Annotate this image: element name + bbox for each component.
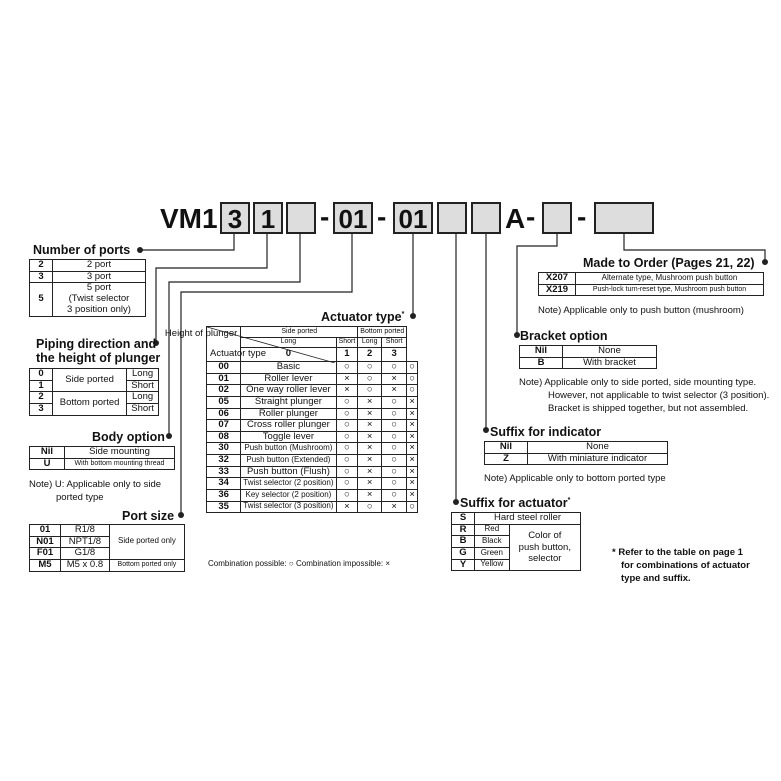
actuator-key: 00 — [207, 362, 241, 374]
suffix-actuator-key: Y — [452, 559, 475, 571]
table-row — [207, 489, 418, 501]
table-row — [30, 392, 159, 404]
bracket-label: With bracket — [563, 357, 657, 369]
port-size-table — [29, 524, 185, 572]
suffix-indicator-note: Note) Applicable only to bottom ported type — [484, 473, 666, 484]
group-bottom-ported: Bottom ported — [358, 327, 407, 338]
code-suffix-actuator-box — [437, 202, 467, 234]
combination-mark: × — [358, 431, 382, 443]
code-ports-box: 3 — [220, 202, 250, 234]
combination-mark: × — [407, 443, 418, 455]
actuator-name: Straight plunger — [241, 396, 336, 408]
port-key: 5 — [30, 283, 53, 317]
made-to-order-key: X207 — [539, 273, 576, 285]
made-to-order-table — [538, 272, 764, 296]
combination-mark: ○ — [382, 396, 407, 408]
combination-mark: ○ — [407, 362, 418, 374]
suffix-indicator-title: Suffix for indicator — [490, 425, 602, 439]
color-label: Black — [475, 536, 510, 548]
code-dash: - — [377, 201, 387, 232]
made-to-order-label: Alternate type, Mushroom push button — [576, 273, 764, 285]
actuator-key: 01 — [207, 373, 241, 385]
combination-mark: ○ — [336, 408, 358, 420]
code-bracket-box — [542, 202, 572, 234]
code-port-size-box: 01 — [393, 202, 433, 234]
combination-mark: × — [358, 466, 382, 478]
suffix-actuator-key: S — [452, 513, 475, 525]
combination-mark: ○ — [336, 478, 358, 490]
port-label: 3 port — [53, 271, 146, 283]
actuator-key: 06 — [207, 408, 241, 420]
combination-mark: ○ — [358, 373, 382, 385]
bracket-table — [519, 345, 657, 369]
combination-mark: ○ — [382, 420, 407, 432]
suffix-indicator-label: With miniature indicator — [528, 453, 668, 465]
combination-mark: ○ — [382, 431, 407, 443]
piping-title: Piping direction and the height of plunger — [36, 337, 161, 365]
table-row — [207, 478, 418, 490]
combination-mark: ○ — [336, 466, 358, 478]
suffix-indicator-label: None — [528, 442, 668, 454]
combination-mark: ○ — [336, 489, 358, 501]
table-row — [207, 385, 418, 397]
asterisk-mark: * — [612, 547, 616, 558]
table-row — [452, 524, 581, 536]
combination-mark: ○ — [358, 362, 382, 374]
body-option-title: Body option — [92, 430, 165, 444]
height-sub: Short — [336, 337, 358, 348]
combination-mark: ○ — [336, 443, 358, 455]
table-row — [207, 431, 418, 443]
port-size-value: M5 x 0.8 — [61, 559, 110, 571]
table-row — [30, 283, 146, 317]
combination-mark: ○ — [382, 466, 407, 478]
actuator-key: 02 — [207, 385, 241, 397]
port-size-key: M5 — [30, 559, 61, 571]
height-sub: Short — [382, 337, 407, 348]
body-option-note: Note) U: Applicable only to side ported type — [29, 479, 162, 503]
table-row — [30, 447, 175, 459]
combination-mark: × — [382, 501, 407, 513]
bracket-key: B — [520, 357, 563, 369]
actuator-key: 05 — [207, 396, 241, 408]
port-size-group: Bottom ported only — [109, 559, 184, 571]
combination-mark: × — [358, 489, 382, 501]
table-row — [485, 442, 668, 454]
combination-mark: ○ — [358, 385, 382, 397]
table-row — [207, 362, 418, 374]
actuator-name: Twist selector (3 position) — [241, 501, 336, 513]
combination-mark: × — [358, 443, 382, 455]
height-code: 2 — [358, 348, 382, 362]
combination-mark: ○ — [382, 443, 407, 455]
height-code: 3 — [382, 348, 407, 362]
port-size-title: Port size — [122, 509, 175, 523]
table-row — [539, 284, 764, 296]
code-actuator-box: 01 — [333, 202, 373, 234]
body-option-label: With bottom mounting thread — [65, 458, 175, 470]
body-option-key: U — [30, 458, 65, 470]
actuator-diagonal-header: Height of plunger Actuator type — [207, 327, 241, 362]
table-row — [30, 525, 185, 537]
combination-mark: ○ — [336, 362, 358, 374]
piping-key: 1 — [30, 380, 53, 392]
actuator-type-table — [164, 326, 418, 513]
number-of-ports-title: Number of ports — [33, 243, 131, 257]
combination-mark: × — [336, 501, 358, 513]
table-row — [485, 453, 668, 465]
table-row — [30, 260, 146, 272]
combination-mark: × — [407, 489, 418, 501]
code-made-to-order-box — [594, 202, 654, 234]
suffix-actuator-key: B — [452, 536, 475, 548]
suffix-indicator-key: Nil — [485, 442, 528, 454]
table-row — [207, 327, 418, 338]
actuator-name: Cross roller plunger — [241, 420, 336, 432]
combination-mark: ○ — [382, 489, 407, 501]
combination-mark: ○ — [407, 385, 418, 397]
table-row — [207, 443, 418, 455]
port-key: 3 — [30, 271, 53, 283]
combination-mark: × — [407, 466, 418, 478]
actuator-name: Roller lever — [241, 373, 336, 385]
table-row — [207, 373, 418, 385]
made-to-order-title: Made to Order (Pages 21, 22) — [583, 256, 755, 270]
table-row — [207, 408, 418, 420]
combination-mark: ○ — [382, 455, 407, 467]
piping-direction: Bottom ported — [53, 392, 127, 415]
port-size-key: N01 — [30, 536, 61, 548]
table-row — [452, 513, 581, 525]
table-row — [30, 559, 185, 571]
port-key: 2 — [30, 260, 53, 272]
combination-mark: ○ — [336, 420, 358, 432]
combination-mark: ○ — [336, 455, 358, 467]
table-row — [30, 271, 146, 283]
color-label: Yellow — [475, 559, 510, 571]
actuator-key: 35 — [207, 501, 241, 513]
body-option-table — [29, 446, 175, 470]
actuator-name: Key selector (2 position) — [241, 489, 336, 501]
piping-key: 0 — [30, 369, 53, 381]
actuator-key: 36 — [207, 489, 241, 501]
combination-mark: × — [358, 420, 382, 432]
combination-mark: ○ — [358, 501, 382, 513]
actuator-name: Push button (Extended) — [241, 455, 336, 467]
table-row — [207, 420, 418, 432]
code-dash: - — [320, 201, 330, 232]
actuator-name: Push button (Flush) — [241, 466, 336, 478]
combination-mark: ○ — [336, 396, 358, 408]
height-code: 0 — [241, 348, 336, 362]
actuator-key: 07 — [207, 420, 241, 432]
height-sub: Long — [358, 337, 382, 348]
code-prefix: VM1 — [160, 203, 218, 234]
table-row — [30, 458, 175, 470]
suffix-actuator-table — [451, 512, 581, 571]
combination-mark: × — [407, 420, 418, 432]
actuator-name: Push button (Mushroom) — [241, 443, 336, 455]
suffix-actuator-key: R — [452, 524, 475, 536]
suffix-indicator-key: Z — [485, 453, 528, 465]
combination-mark: × — [407, 396, 418, 408]
combination-mark: ○ — [407, 373, 418, 385]
code-dash: - — [526, 201, 536, 232]
suffix-actuator-key: G — [452, 547, 475, 559]
port-size-value: NPT1/8 — [61, 536, 110, 548]
combination-mark: × — [336, 373, 358, 385]
combination-mark: ○ — [382, 408, 407, 420]
piping-table — [29, 368, 159, 416]
port-label: 5 port (Twist selector 3 position only) — [53, 283, 146, 317]
combination-mark: × — [407, 431, 418, 443]
color-group: Color of push button, selector — [509, 524, 580, 571]
port-size-value: R1/8 — [61, 525, 110, 537]
height-code: 1 — [336, 348, 358, 362]
piping-height: Long — [127, 369, 159, 381]
combination-mark: × — [358, 408, 382, 420]
combination-mark: ○ — [407, 501, 418, 513]
group-side-ported: Side ported — [241, 327, 358, 338]
combination-mark: × — [382, 373, 407, 385]
actuator-name: Roller plunger — [241, 408, 336, 420]
made-to-order-label: Push-lock turn-reset type, Mushroom push button — [576, 284, 764, 296]
piping-direction: Side ported — [53, 369, 127, 392]
body-option-label: Side mounting — [65, 447, 175, 459]
actuator-key: 34 — [207, 478, 241, 490]
body-option-key: Nil — [30, 447, 65, 459]
combination-mark: × — [358, 396, 382, 408]
port-size-key: F01 — [30, 548, 61, 560]
combination-mark: × — [358, 455, 382, 467]
combination-legend: Combination possible: ○ Combination impossible: × — [208, 559, 391, 568]
combination-mark: × — [382, 385, 407, 397]
suffix-actuator-label: Hard steel roller — [475, 513, 581, 525]
combination-mark: ○ — [382, 478, 407, 490]
bracket-title: Bracket option — [520, 329, 608, 343]
combination-mark: × — [407, 408, 418, 420]
refer-note: * Refer to the table on page 1 for combinations of actuator type and suffix. — [612, 547, 750, 584]
code-dash: - — [577, 201, 587, 232]
bracket-note: Note) Applicable only to side ported, side mounting type. However, not applicable to twist selector (3 position). Bracket is shipped together, but not assembled. — [519, 377, 770, 414]
actuator-key: 33 — [207, 466, 241, 478]
piping-key: 3 — [30, 403, 53, 415]
combination-mark: ○ — [336, 431, 358, 443]
height-sub: Long — [241, 337, 336, 348]
made-to-order-key: X219 — [539, 284, 576, 296]
made-to-order-note: Note) Applicable only to push button (mushroom) — [538, 305, 744, 316]
actuator-name: One way roller lever — [241, 385, 336, 397]
code-suffix-indicator-box — [471, 202, 501, 234]
piping-height: Long — [127, 392, 159, 404]
table-row — [539, 273, 764, 285]
bracket-label: None — [563, 346, 657, 358]
actuator-type-title: Actuator type* — [321, 310, 405, 324]
table-row — [520, 346, 657, 358]
combination-mark: × — [407, 478, 418, 490]
actuator-name: Toggle lever — [241, 431, 336, 443]
table-row — [207, 455, 418, 467]
actuator-name: Basic — [241, 362, 336, 374]
actuator-key: 08 — [207, 431, 241, 443]
port-size-key: 01 — [30, 525, 61, 537]
color-label: Red — [475, 524, 510, 536]
piping-height: Short — [127, 403, 159, 415]
suffix-actuator-title: Suffix for actuator* — [460, 496, 571, 510]
combination-mark: × — [336, 385, 358, 397]
code-piping-box: 1 — [253, 202, 283, 234]
color-label: Green — [475, 547, 510, 559]
table-row — [30, 369, 159, 381]
actuator-key: 30 — [207, 443, 241, 455]
port-size-value: G1/8 — [61, 548, 110, 560]
actuator-key: 32 — [207, 455, 241, 467]
suffix-indicator-table — [484, 441, 668, 465]
table-row — [207, 501, 418, 513]
table-row — [520, 357, 657, 369]
code-body-option-box — [286, 202, 316, 234]
bracket-key: Nil — [520, 346, 563, 358]
actuator-name: Twist selector (2 position) — [241, 478, 336, 490]
combination-mark: × — [407, 455, 418, 467]
combination-mark: × — [358, 478, 382, 490]
number-of-ports-table — [29, 259, 146, 317]
piping-height: Short — [127, 380, 159, 392]
piping-key: 2 — [30, 392, 53, 404]
actuator-rows — [207, 362, 418, 513]
code-suffix-label: A — [505, 203, 526, 234]
table-row — [207, 396, 418, 408]
port-size-group: Side ported only — [109, 525, 184, 560]
port-label: 2 port — [53, 260, 146, 272]
combination-mark: ○ — [382, 362, 407, 374]
table-row — [207, 466, 418, 478]
